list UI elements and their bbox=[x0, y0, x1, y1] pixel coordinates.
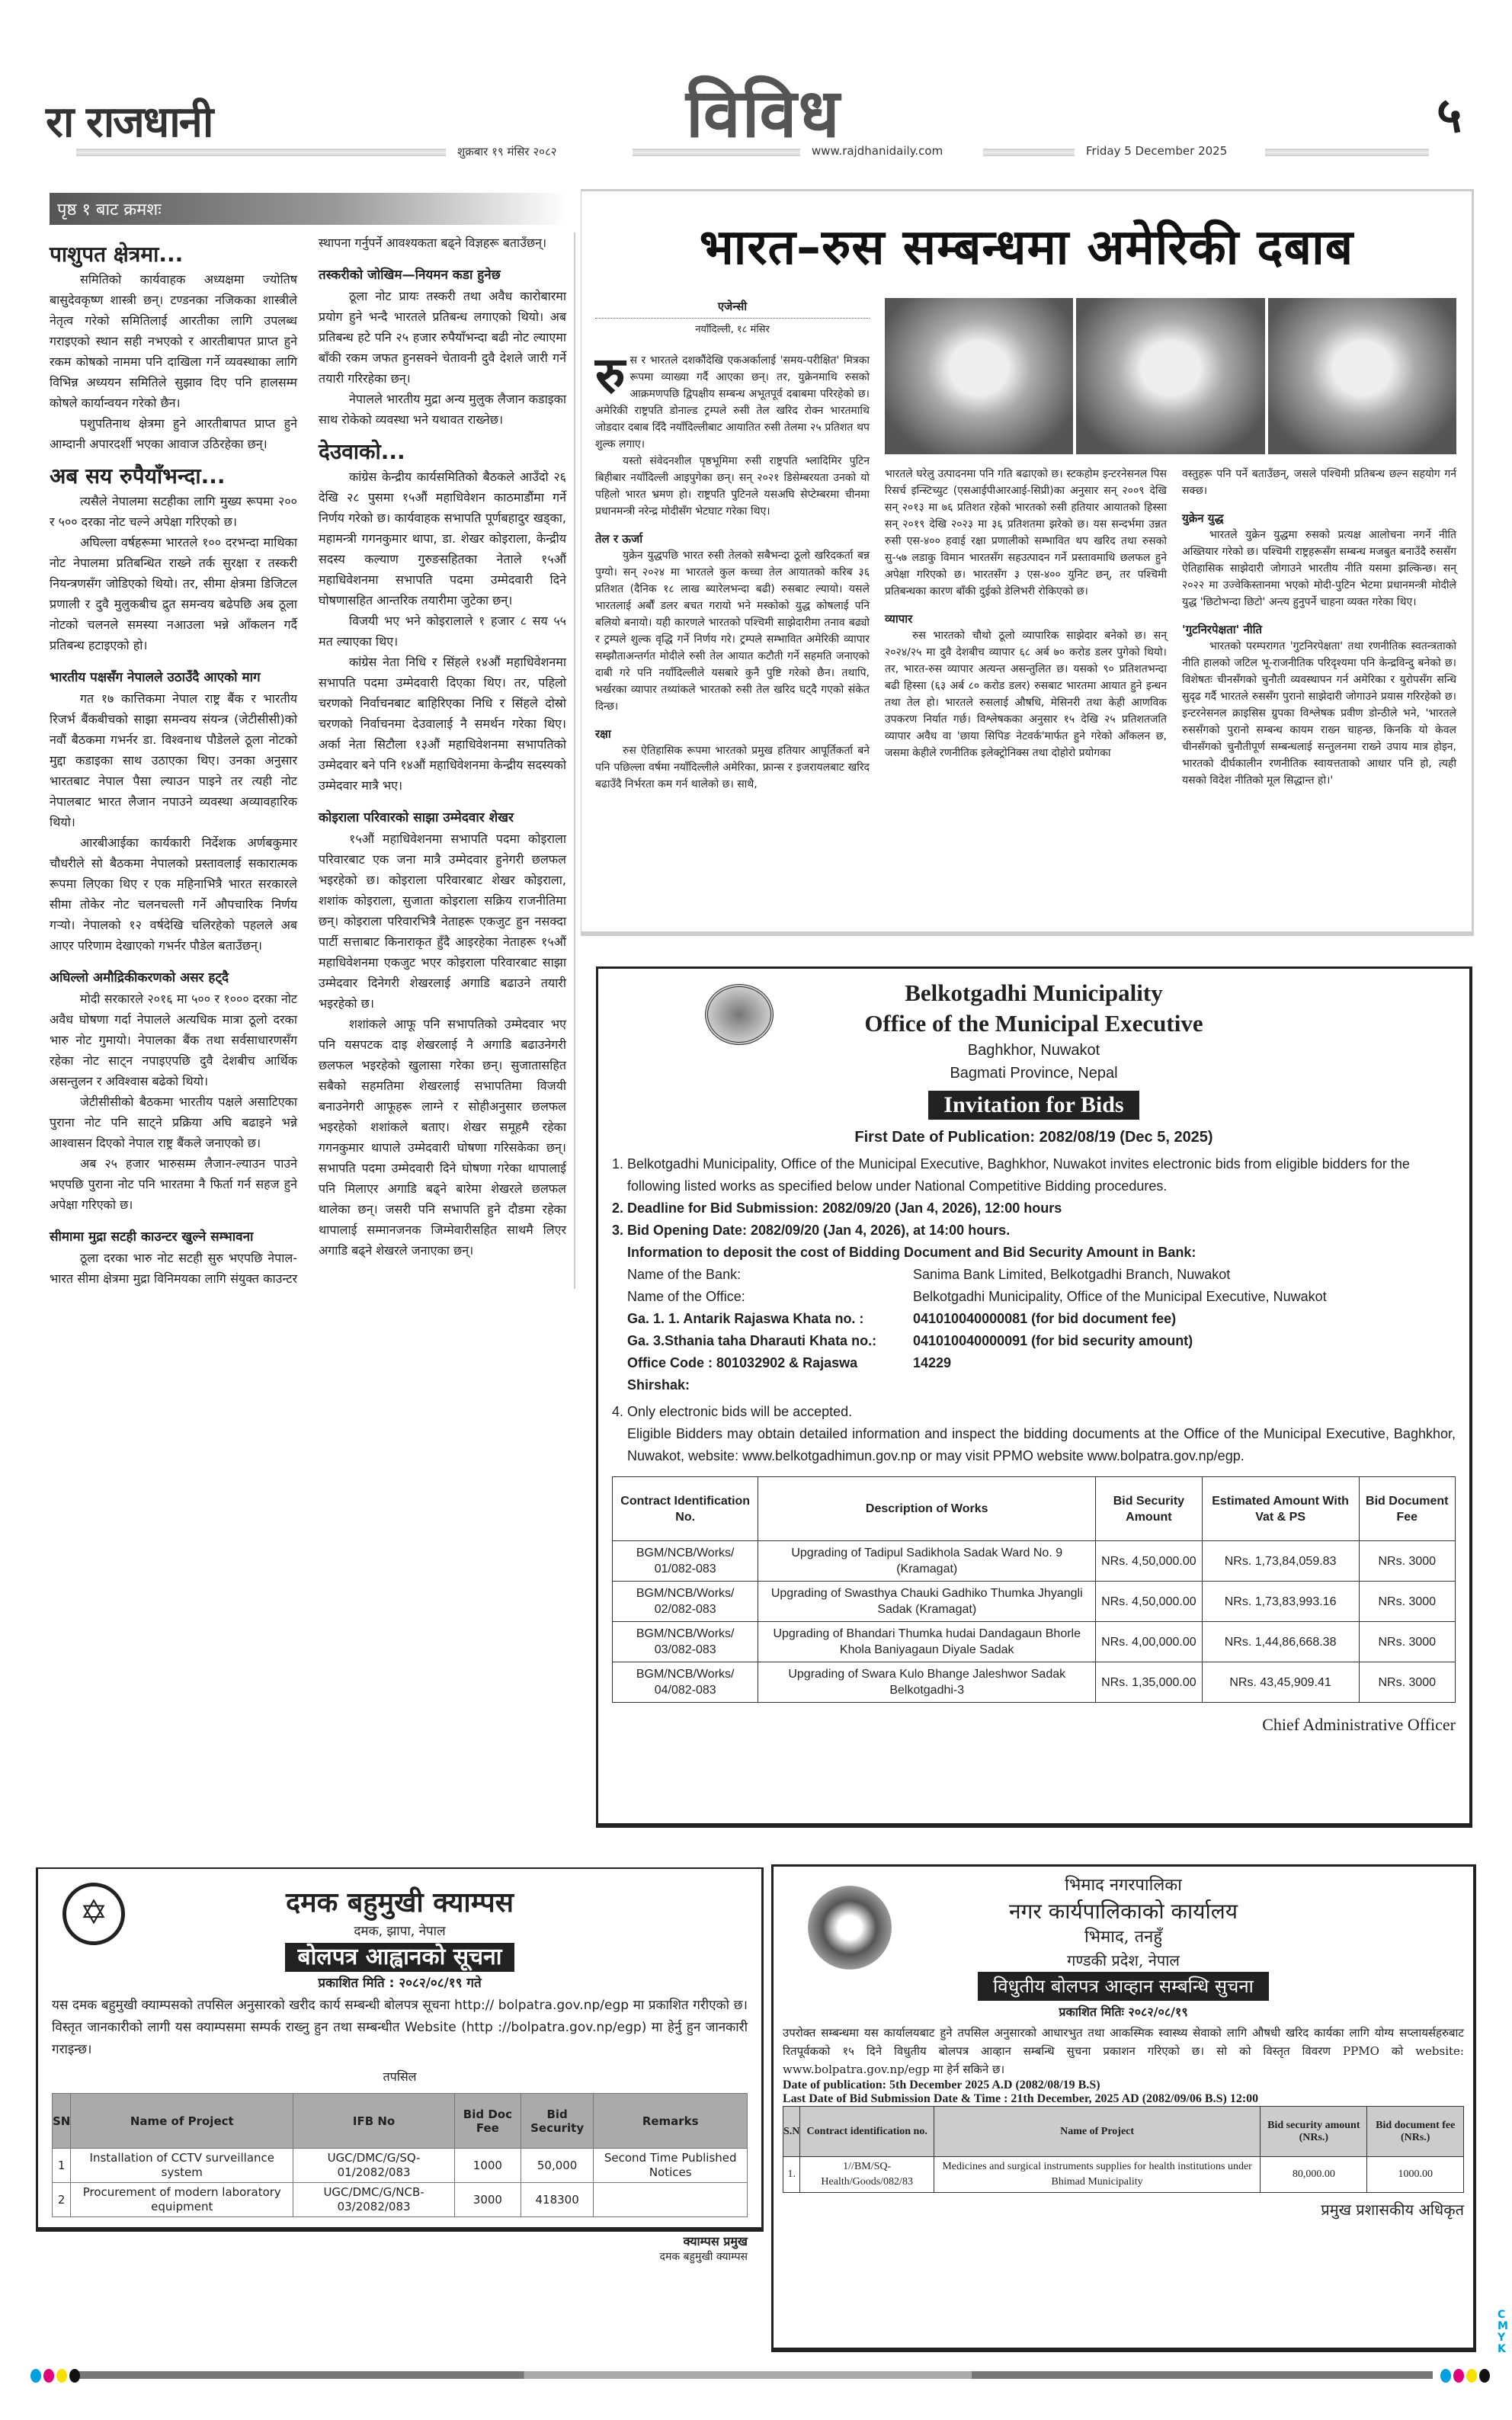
table-row bbox=[613, 1662, 1456, 1703]
paragraph: कांग्रेस नेता निधि र सिंहले १४औं महाधिवेशनमा सभापति पदमा उम्मेदवारी दिएका थिए। तर, पहिलो चरणको निर्वाचनबाट बाहिरिएका निधि र सिंहले दोस्रो चरणको निर्वाचनमा देउवालाई नै समर्थन गरेका थिए। अर्का नेता सिटौला १३औं महाधिवेशनमा सभापतिको उम्मेदवार बने पनि १४औं महाधिवेशनमा केन्द्रीय सदस्यको उम्मेदवार मात्रै भए। bbox=[319, 655, 566, 793]
column-header: Contract Identification No. bbox=[613, 1477, 758, 1541]
paragraph: युक्रेन युद्धपछि भारत रुसी तेलको सबैभन्दा ठूलो खरिदकर्ता बन्न पुग्यो। सन् २०२४ मा भारतले कुल कच्चा तेल आयातको करिब ३६ प्रतिशत (दैनिक १८ लाख ब्यारेलभन्दा बढी) रुसबाट ल्यायो। यसले भारतलाई अर्बौं डलर बचत गरायो भने मस्कोको युद्ध कोषलाई पनि बलियो बनायो। यही कारणले भारतको पश्चिमी साझेदारीमा तनाव बढ्यो र ट्रम्पले शुल्क वृद्धि गर्ने निर्णय गरे। ट्रम्पले सम्भावित अमेरिकी व्यापार सम्झौताअन्तर्गत मोदीले रुसी तेल आयात कटौती गर्ने सहमति जनाएको दाबी गरे पनि नयाँदिल्लीले यसबारे कुनै पुष्टि गरेको छैन। तथापि, भर्खरका व्यापार तथ्यांकले भारतको रुसी तेल खरिद घट्दै गएको संकेत दिन्छ। bbox=[595, 550, 870, 713]
bank-value: Belkotgadhi Municipality, Office of the Municipal Executive, Nuwakot bbox=[913, 1289, 1327, 1304]
subheading: युक्रेन युद्ध bbox=[1182, 511, 1224, 525]
municipality-name: Belkotgadhi Municipality bbox=[905, 979, 1163, 1006]
table-cell: 2 bbox=[53, 2183, 71, 2217]
table-cell: Upgrading of Swara Kulo Bhange Jaleshwor Sadak Belkotgadhi-3 bbox=[758, 1662, 1096, 1703]
column-header: Bid Security bbox=[521, 2094, 594, 2149]
paragraph: समितिको कार्यवाहक अध्यक्षमा ज्योतिष बासुदेवकृष्ण शास्त्री छन्। टण्डनका नजिकका शास्त्रीले नेतृत्व गरेको समितिलाई आरतीका लागि उपलब्ध गराइएको स्थान सही नभएको र आरतीबापत प्राप्त हुने रकम कोषको नाममा पनि दाखिला गर्ने व्यवस्थाका लागि विभिन्न अध्ययन समितिले सुझाव दिए पनि हालसम्म कोषले कार्यान्वयन गरेको छैन। bbox=[50, 272, 297, 410]
article-photos bbox=[885, 298, 1456, 454]
table-cell: Procurement of modern laboratory equipment bbox=[71, 2183, 293, 2217]
bank-details bbox=[627, 1264, 1456, 1396]
table-cell: NRs. 4,00,000.00 bbox=[1096, 1622, 1203, 1662]
continued-from-page-1-bar: पृष्ठ १ बाट क्रमशः bbox=[50, 193, 568, 225]
column-header: Bid Security Amount bbox=[1096, 1477, 1203, 1541]
paragraph: भारतले घरेलु उत्पादनमा पनि गति बढाएको छ। स्टकहोम इन्टरनेसनल पिस रिसर्च इन्स्टिच्युट (एसआईपीआरआई-सिप्री)का अनुसार सन् २००९ देखि सन् २०१३ मा ७६ प्रतिशत रहेको भारतको रुसी हतियार आयातको हिस्सा सन् २०१९ देखि २०२३ मा ३६ प्रतिशतमा झरेको छ। यस सन्दर्भमा उन्नत रुसी एस-४०० हवाई रक्षा प्रणालीको सम्भावित थप खरिद तथा रुसको सु-५७ लडाकु विमान भारतसँग सहउत्पादन गर्ने प्रस्तावमाथि छलफल हुने अपेक्षा गरिएको छ। भारतसँग ३ एस-४०० युनिट छन्, तर पश्चिमी प्रतिबन्धका कारण बाँकी दुईको डेलिभरी रोकिएको छ। bbox=[885, 468, 1167, 598]
photo-modi bbox=[1076, 298, 1264, 454]
table-cell: BGM/NCB/Works/ 03/082-083 bbox=[613, 1622, 758, 1662]
nepal-government-emblem-icon bbox=[808, 1886, 892, 1970]
table-cell: 50,000 bbox=[521, 2149, 594, 2183]
registration-dot bbox=[1479, 2369, 1490, 2383]
publication-date: First Date of Publication: 2082/08/19 (Dec 5, 2025) bbox=[854, 1129, 1213, 1146]
bank-label: Name of the Bank: bbox=[627, 1267, 742, 1282]
table-cell: NRs. 3000 bbox=[1359, 1582, 1455, 1622]
article-headline: भारत–रुस सम्बन्धमा अमेरिकी दबाब bbox=[699, 220, 1354, 276]
subheading: अघिल्लो अमौद्रिकीकरणको असर हट्दै bbox=[50, 970, 229, 986]
signatory: प्रमुख प्रशासकीय अधिकृत bbox=[1321, 2200, 1464, 2219]
table-cell: Second Time Published Notices bbox=[594, 2149, 748, 2183]
nepali-date: शुक्रबार १९ मंसिर २०८२ bbox=[457, 145, 557, 159]
publication-date: प्रकाशित मितिः २०८२/०८/१९ bbox=[1059, 2005, 1188, 2019]
last-submission-date: Last Date of Bid Submission Date & Time : 21th December, 2025 AD (2082/09/06 B.S) 12:00 bbox=[783, 2092, 1259, 2105]
date-of-publication: Date of publication: 5th December 2025 A.D (2082/08/19 B.S) bbox=[783, 2079, 1100, 2091]
bank-label: Ga. 3.Sthania taha Dharauti Khata no.: bbox=[627, 1333, 877, 1348]
table-row bbox=[613, 1541, 1456, 1582]
table-row bbox=[53, 2183, 748, 2217]
footer-rule bbox=[76, 2371, 1433, 2379]
paragraph: १५औं महाधिवेशनमा सभापति पदमा कोइराला परिवारबाट एक जना मात्रै उम्मेदवार हुनेगरी छलफल भइरहेको छ। कोइराला परिवारबाट शेखर कोइराला, शशांक कोइराला, सुजाता कोइराला सक्रिय राजनीतिमा छन्। कोइराला परिवारभित्रै नेताहरू एकजुट हुन नसक्दा पार्टी सत्ताबाट किनाराकृत हुँदै आइरहेका नेताहरू १५औं महाधिवेशनमा एकजुट भएर कोइराला परिवारबाट साझा उम्मेदवार दिनेगरी शेखरलाई अगाडि बढाउने तयारी भइरहेको छ। bbox=[319, 832, 566, 1011]
campus-seal-icon: ✡ bbox=[62, 1883, 125, 1945]
paragraph: रुस भारतको चौथो ठूलो व्यापारिक साझेदार बनेको छ। सन् २०२४/२५ मा दुवै देशबीच व्यापार ६८ अर्ब ७० करोड डलर पुगेको थियो। तर, भारत-रुस व्यापार अत्यन्त असन्तुलित छ। यसको ९० प्रतिशतभन्दा बढी हिस्सा (६३ अर्ब ८० करोड डलर) रुसबाट भारतमा आयात हुने इन्धन तथा तेल हो। भारतले रुसलाई औषधि, मेसिनरी तथा केही आणविक उपकरण निर्यात गर्छ। विश्लेषकका अनुसार १५ देखि २५ प्रतिशतजति व्यापार अवैध वा 'छाया सिपिङ नेटवर्क'मार्फत हुने गरेको आँकलन छ, जसमा केहीले रणनीतिक इलेक्ट्रोनिक्स तथा दोहोरो प्रयोगका bbox=[885, 630, 1167, 759]
column-header: IFB No bbox=[293, 2094, 455, 2149]
story-title: देउवाको... bbox=[319, 439, 405, 464]
notice-item: 1. Belkotgadhi Municipality, Office of the Municipal Executive, Baghkhor, Nuwakot invites electronic bids from eligible bidders for the following listed works as specified below under National Competitive Bidding procedures. bbox=[627, 1153, 1456, 1197]
article-column bbox=[885, 466, 1167, 793]
drop-cap: रु bbox=[595, 346, 626, 405]
subheading: कोइराला परिवारको साझा उम्मेदवार शेखर bbox=[319, 810, 514, 825]
paragraph: रुस ऐतिहासिक रूपमा भारतको प्रमुख हतियार आपूर्तिकर्ता बने पनि पछिल्ला वर्षमा नयाँदिल्लीले अमेरिका, फ्रान्स र इजरायलबाट खरिद बढाउँदै निर्भरता कम गर्न थालेको छ। साथै, bbox=[595, 745, 870, 790]
address: Baghkhor, Nuwakot bbox=[967, 1042, 1100, 1059]
table-cell bbox=[594, 2183, 748, 2217]
table-cell: 3000 bbox=[454, 2183, 521, 2217]
article-column bbox=[1182, 466, 1456, 793]
subheading: रक्षा bbox=[595, 727, 611, 741]
photo-trump bbox=[1268, 298, 1456, 454]
paragraph: यस्तो संवेदनशील पृष्ठभूमिमा रुसी राष्ट्रपति भ्लादिमिर पुटिन बिहीबार नयाँदिल्ली आइपुगेका छन्। सन् २०२१ डिसेम्बरयता उनको यो पहिलो भारत भ्रमण हो। राष्ट्रपति पुटिनले यसअघि सेप्टेम्बरमा चीनमा प्रधानमन्त्री नरेन्द्र मोदीसँग भेटघाट गरेका थिए। bbox=[595, 455, 870, 518]
contract-table bbox=[783, 2106, 1464, 2193]
table-cell: NRs. 43,45,909.41 bbox=[1202, 1662, 1359, 1703]
paragraph: गत १७ कात्तिकमा नेपाल राष्ट्र बैंक र भारतीय रिजर्भ बैंकबीचको साझा समन्वय संयन्त्र (जेटीसीसी)को नवौं बैठकमा गभर्नर डा. विश्वनाथ पौडेलले ठूला नोटको मुद्दा कडाइका साथ उठाएका थिए। उनका अनुसार भारतबाट नेपाल पैसा ल्याउन पाइने तर त्यही नोट नेपालबाट भारत लैजान नपाउने व्यवस्था अव्यावहारिक थियो। bbox=[50, 691, 297, 829]
table-cell: Installation of CCTV surveillance system bbox=[71, 2149, 293, 2183]
table-cell: 1//BM/SQ-Health/Goods/082/83 bbox=[800, 2157, 934, 2193]
belkotgadhi-bid-notice bbox=[596, 966, 1472, 1828]
website-link[interactable]: www.rajdhanidaily.com bbox=[812, 144, 943, 158]
bank-value: 041010040000081 (for bid document fee) bbox=[913, 1311, 1177, 1326]
works-table bbox=[612, 1476, 1456, 1703]
column-header: Bid document fee (NRs.) bbox=[1367, 2107, 1464, 2157]
story-title: अब सय रुपैयाँभन्दा... bbox=[50, 463, 226, 489]
table-cell: NRs. 4,50,000.00 bbox=[1096, 1541, 1203, 1582]
column-header: SN bbox=[53, 2094, 71, 2149]
schedule-label: तपसिल bbox=[383, 2069, 417, 2084]
bank-value: 14229 bbox=[913, 1355, 952, 1370]
paragraph: कांग्रेस केन्द्रीय कार्यसमितिको बैठकले आउँदो २६ देखि २८ पुसमा १५औं महाधिवेशन काठमाडौंमा गर्ने निर्णय गरेको छ। कार्यवाहक सभापति पूर्णबहादुर खड्का, महामन्त्री गगनकुमार थापा, डा. शेखर कोइराला, केन्द्रीय सदस्य कल्याण गुरुङसहितका नेताले १५औं महाधिवेशनमा सभापति पदमा उम्मेदवारी दिने घोषणासहित आन्तरिक तयारीमा जुटेका छन्। bbox=[319, 470, 566, 607]
table-cell: UGC/DMC/G/SQ-01/2082/083 bbox=[293, 2149, 455, 2183]
publication-date: प्रकाशित मिति : २०८२/०८/१९ गते bbox=[318, 1976, 482, 1991]
column-header: Estimated Amount With Vat & PS bbox=[1202, 1477, 1359, 1541]
notice-item: 4. Only electronic bids will be accepted. bbox=[627, 1401, 1456, 1423]
column-header: Description of Works bbox=[758, 1477, 1096, 1541]
paragraph: नेपालले भारतीय मुद्रा अन्य मुलुक लैजान कडाइका साथ रोकेको व्यवस्था भने यथावत राख्नेछ। bbox=[319, 392, 566, 427]
table-cell: NRs. 4,50,000.00 bbox=[1096, 1582, 1203, 1622]
bank-label: Name of the Office: bbox=[627, 1289, 745, 1304]
paragraph: ठूला नोट प्रायः तस्करी तथा अवैध कारोबारमा प्रयोग हुने भन्दै भारतले प्रतिबन्ध लगाएको थियो। अब प्रतिबन्ध हटे पनि २५ हजार रुपैयाँभन्दा बढी नोट ल्याएमा बाँकी रकम जफत हुनसक्ने चेतावनी दुवै देशले जारी गर्ने तयारी गरिरहेका छन्। bbox=[319, 289, 566, 386]
article-column bbox=[595, 298, 870, 793]
table-cell: Upgrading of Bhandari Thumka hudai Dandagaun Bhorle Khola Baniyagaun Diyale Sadak bbox=[758, 1622, 1096, 1662]
table-cell: BGM/NCB/Works/ 02/082-083 bbox=[613, 1582, 758, 1622]
table-cell: Upgrading of Tadipul Sadikhola Sadak Ward No. 9 (Kramagat) bbox=[758, 1541, 1096, 1582]
registration-dot bbox=[69, 2369, 80, 2383]
paragraph: भारतको परम्परागत 'गुटनिरपेक्षता' तथा रणनीतिक स्वतन्त्रताको नीति हालको जटिल भू-राजनीतिक परिदृश्यमा पनि केन्द्रविन्दु बनेको छ। विशेषतः चीनसँगको चुनौती व्यवस्थापन गर्न अमेरिका र युरोपसँग सन्धि सुदृढ गर्दै भारतले रुससँग पुरानो साझेदारी जोगाउने प्रयास गरिरहेको छ। इन्टरनेसनल क्राइसिस ग्रुपका विश्लेषक प्रवीण डोन्ठीले भने, 'भारतले रुससँगको पुरानो सम्बन्ध कायम राख्न चाहन्छ, किनकि यो केवल चीनसँगको चुनौतीपूर्ण सम्बन्धलाई सन्तुलनमा राख्ने उपाय मात्र होइन, भारतको दीर्घकालीन रणनीतिक स्वायत्तताको आधार पनि हो, त्यही यसको विदेश नीतिको मूल सिद्धान्त हो।' bbox=[1182, 640, 1456, 787]
paragraph: त्यसैले नेपालमा सटहीका लागि मुख्य रूपमा २०० र ५०० दरका नोट चल्ने अपेक्षा गरिएको छ। bbox=[50, 494, 297, 529]
table-cell: BGM/NCB/Works/ 01/082-083 bbox=[613, 1541, 758, 1582]
table-row bbox=[613, 1582, 1456, 1622]
signatory-title: क्याम्पस प्रमुख bbox=[683, 2234, 748, 2249]
campus-name: दमक बहुमुखी क्याम्पस bbox=[285, 1887, 514, 1918]
bank-value: 041010040000091 (for bid security amount) bbox=[913, 1333, 1193, 1348]
table-cell: BGM/NCB/Works/ 04/082-083 bbox=[613, 1662, 758, 1703]
column-header: Bid security amount (NRs.) bbox=[1261, 2107, 1367, 2157]
column-header: Name of Project bbox=[934, 2107, 1260, 2157]
english-date: Friday 5 December 2025 bbox=[1086, 144, 1228, 158]
notice-item: 3. Bid Opening Date: 2082/09/20 (Jan 4, 2026), at 14:00 hours. bbox=[627, 1220, 1456, 1242]
paragraph: ठूला दरका भारु नोट सटही सुरु भएपछि नेपाल-भारत सीमा क्षेत्रमा मुद्रा विनिमयका लागि संयुक्त काउन्टर स्थापना गर्नुपर्ने आवश्यकता बढ्ने विज्ञहरू बताउँछन्। bbox=[50, 236, 547, 1286]
registration-dot bbox=[43, 2369, 54, 2383]
table-cell: NRs. 1,73,84,059.83 bbox=[1202, 1541, 1359, 1582]
signatory: Chief Administrative Officer bbox=[1262, 1715, 1456, 1734]
address: भिमाद, तनहुँ bbox=[1084, 1928, 1163, 1947]
table-cell: NRs. 1,73,83,993.16 bbox=[1202, 1582, 1359, 1622]
table-cell: 1 bbox=[53, 2149, 71, 2183]
paragraph: भारतले युक्रेन युद्धमा रुसको प्रत्यक्ष आलोचना नगर्ने नीति अख्तियार गरेको छ। पश्चिमी राष्ट्रहरूसँग सम्बन्ध मजबुत बनाउँदै रुससँग ऐतिहासिक साझेदारी जोगाउने भारतीय नीति यसमा झल्किन्छ। सन् २०२२ मा उज्वेकिस्तानमा भएको मोदी-पुटिन भेटमा प्रधानमन्त्री मोदीले युद्ध 'छिटोभन्दा छिटो' अन्त्य हुनुपर्ने चाहना व्यक्त गरेका थिए। bbox=[1182, 529, 1456, 608]
table-row bbox=[53, 2149, 748, 2183]
paragraph: शशांकले आफू पनि सभापतिको उम्मेदवार भए पनि यसपटक दाइ शेखरलाई नै अगाडि बढाउनेगरी छलफल भइरहेको खुलासा गरेका छन्। सुजातासहित सबैको सहमतिमा शेखरलाई सभापतिमा विजयी बनाउनेगरी आफूहरू लाग्ने र सोहीअनुसार छलफल भइरहेको शशांकले बताए। शेखर समूहमै रहेका गगनकुमार थापाले उम्मेदवारी घोषणा गरिसकेका छन्। सभापति पदमा उम्मेदवारी दिने घोषणा गरेका थापालाई पनि मिलाएर अगाडि बढ्ने बारेमा शेखरले छलफल थालेका छन्। जसरी पनि सभापति हुने दौडमा रहेका थापालाई सम्मानजनक जिम्मेवारीसहित साथमै लिएर अगाडि बढ्ने शेखरले जनाएका छन्। bbox=[319, 1017, 566, 1258]
subheading: व्यापार bbox=[885, 612, 913, 626]
photo-putin bbox=[885, 298, 1073, 454]
column-header: Name of Project bbox=[71, 2094, 293, 2149]
bank-label: Ga. 1. 1. Antarik Rajaswa Khata no. : bbox=[627, 1311, 864, 1326]
masthead-rule bbox=[983, 149, 1075, 156]
story-title: पाशुपत क्षेत्रमा... bbox=[50, 242, 184, 267]
paragraph: जेटीसीसीको बैठकमा भारतीय पक्षले असाटिएका पुराना नोट पनि साट्ने प्रक्रिया अघि बढाइने भन्ने आश्वासन दिएको नेपाल राष्ट्र बैंकले जनाएको छ। bbox=[50, 1095, 297, 1150]
newspaper-logo: रा राजधानी bbox=[46, 97, 213, 147]
table-cell: 80,000.00 bbox=[1261, 2157, 1367, 2193]
bank-value: Sanima Bank Limited, Belkotgadhi Branch, Nuwakot bbox=[913, 1267, 1231, 1282]
column-header: Remarks bbox=[594, 2094, 748, 2149]
address: दमक, झापा, नेपाल bbox=[354, 1924, 446, 1939]
table-cell: NRs. 1,44,86,668.38 bbox=[1202, 1622, 1359, 1662]
registration-dot bbox=[1453, 2369, 1464, 2383]
bank-info-title: Information to deposit the cost of Bidding Document and Bid Security Amount in Bank: bbox=[627, 1245, 1196, 1260]
registration-dot bbox=[30, 2369, 41, 2383]
section-title: विविध bbox=[686, 74, 841, 152]
dateline: नयाँदिल्ली, १८ मंसिर bbox=[695, 324, 770, 335]
table-cell: 1000 bbox=[454, 2149, 521, 2183]
subheading: तस्करीको जोखिम—नियमन कडा हुनेछ bbox=[319, 268, 501, 283]
projects-table bbox=[52, 2093, 748, 2217]
masthead-rule bbox=[1265, 149, 1429, 156]
table-cell: Upgrading of Swasthya Chauki Gadhiko Thumka Jhyangli Sadak (Kramagat) bbox=[758, 1582, 1096, 1622]
signatory-org: दमक बहुमुखी क्याम्पस bbox=[659, 2251, 748, 2263]
table-cell: NRs. 3000 bbox=[1359, 1541, 1455, 1582]
paragraph: वस्तुहरू पनि पर्ने बताउँछन्, जसले पश्चिमी प्रतिबन्ध छल्न सहयोग गर्न सक्छ। bbox=[1182, 468, 1456, 497]
bhimad-bid-notice bbox=[771, 1864, 1476, 2352]
table-row bbox=[613, 1622, 1456, 1662]
column-header: S.N bbox=[783, 2107, 800, 2157]
subheading: 'गुटनिरपेक्षता' नीति bbox=[1182, 623, 1263, 636]
table-cell: 1000.00 bbox=[1367, 2157, 1464, 2193]
notice-body: उपरोक्त सम्बन्धमा यस कार्यालयबाट हुने तपसिल अनुसारको आधारभुत तथा आकस्मिक स्वास्थ्य सेवाको लागि औषधी खरिद कार्यका लागि योग्य सप्लायर्सहरुबाट रितपूर्वकको १५ दिने विधुतीय बोलपत्र आव्हान सम्बन्धि सुचना प्रकाशन गरिएको छ। सो को विस्तृत विवरण PPMO को website: www.bolpatra.gov.np/egp मा हेर्न सकिने छ। bbox=[783, 2026, 1464, 2076]
damak-campus-bid-notice bbox=[36, 1867, 764, 2263]
table-row bbox=[783, 2157, 1464, 2193]
address: गण्डकी प्रदेश, नेपाल bbox=[1067, 1951, 1180, 1970]
subheading: तेल र ऊर्जा bbox=[595, 532, 643, 546]
main-article bbox=[581, 189, 1474, 936]
continued-stories bbox=[50, 232, 575, 1289]
notice-item: 2. Deadline for Bid Submission: 2082/09/20 (Jan 4, 2026), 12:00 hours bbox=[627, 1197, 1456, 1220]
notice-title: Invitation for Bids bbox=[928, 1091, 1139, 1120]
page-number: ५ bbox=[1437, 88, 1462, 144]
paragraph: पशुपतिनाथ क्षेत्रमा हुने आरतीबापत प्राप्त हुने आम्दानी अपारदर्शी भएका आवाज उठिरहेका छन्। bbox=[50, 416, 297, 451]
paragraph: अघिल्ला वर्षहरूमा भारतले १०० दरभन्दा माथिका नोट नेपालमा प्रतिबन्धित राख्ने तर्क सुरक्षा र तस्करी नियन्त्रणसँग जोडिएको थियो। तर, सीमा क्षेत्रमा डिजिटल प्रणाली र दुवै मुलुकबीच द्रुत समन्वय बढेपछि अब ठूला नोटको चलनले समस्या नआउला भन्ने आँकलन गर्दै प्रतिबन्ध हटाइएको हो। bbox=[50, 535, 297, 652]
bank-label: Office Code : 801032902 & Rajaswa Shirshak: bbox=[627, 1355, 858, 1393]
table-cell: NRs. 3000 bbox=[1359, 1622, 1455, 1662]
table-cell: UGC/DMC/G/NCB-03/2082/083 bbox=[293, 2183, 455, 2217]
column-header: Bid Doc Fee bbox=[454, 2094, 521, 2149]
paragraph: अब २५ हजार भारुसम्म लैजान-ल्याउन पाउने भएपछि पुराना नोट पनि भारतमा नै फिर्ता गर्न सहज हुने अपेक्षा गरिएको छ। bbox=[50, 1156, 297, 1212]
subheading: भारतीय पक्षसँग नेपालले उठाउँदै आएको माग bbox=[50, 670, 261, 685]
office-name: नगर कार्यपालिकाको कार्यालय bbox=[1009, 1899, 1238, 1924]
masthead-rule bbox=[76, 149, 446, 156]
lead-paragraph: स र भारतले दशकौंदेखि एकअर्कालाई 'समय-परीक्षित' मित्रका रूपमा व्याख्या गर्दै आएका छन्। तर, युक्रेनमाथि रुसको आक्रमणपछि द्विपक्षीय सम्बन्ध अभूतपूर्व दबाबमा परिरहेको छ। अमेरिकी राष्ट्रपति डोनाल्ड ट्रम्पले रुसी तेल खरिद रोक्न भारतमाथि जोडदार दबाब दिँदै नयाँदिल्लीबाट आयातित रुसी तेलमा २५ प्रतिशत थप शुल्क लगाए। bbox=[595, 354, 870, 450]
registration-dot bbox=[1466, 2369, 1477, 2383]
office-name: Office of the Municipal Executive bbox=[864, 1010, 1203, 1037]
municipality-name: भिमाद नगरपालिका bbox=[1065, 1876, 1182, 1895]
nepal-government-emblem-icon bbox=[705, 984, 774, 1045]
table-cell: NRs. 1,35,000.00 bbox=[1096, 1662, 1203, 1703]
column-header: Contract identification no. bbox=[800, 2107, 934, 2157]
paragraph: विजयी भए भने कोइरालाले १ हजार ८ सय ५५ मत ल्याएका थिए। bbox=[319, 614, 566, 649]
registration-dot bbox=[56, 2369, 67, 2383]
paragraph: मोदी सरकारले २०१६ मा ५०० र १००० दरका नोट अवैध घोषणा गर्दा नेपालले अत्यधिक मात्रा ठूलो दरका भारु नोट गुमायो। नेपालका बैंक तथा सर्वसाधारणसँग रहेका नोट साट्न नपाइएपछि दुवै देशबीच आर्थिक असन्तुलन र अविश्वास बढेको थियो। bbox=[50, 992, 297, 1088]
subheading: सीमामा मुद्रा सटही काउन्टर खुल्ने सम्भावना bbox=[50, 1229, 254, 1245]
table-cell: Medicines and surgical instruments supplies for health institutions under Bhimad Municipality bbox=[934, 2157, 1260, 2193]
table-cell: NRs. 3000 bbox=[1359, 1662, 1455, 1703]
notice-title: विधुतीय बोलपत्र आव्हान सम्बन्धि सुचना bbox=[978, 1972, 1269, 2001]
column-header: Bid Document Fee bbox=[1359, 1477, 1455, 1541]
address: Bagmati Province, Nepal bbox=[950, 1065, 1118, 1082]
registration-dot bbox=[1440, 2369, 1451, 2383]
paragraph: आरबीआईका कार्यकारी निर्देशक अर्णबकुमार चौधरीले सो बैठकमा नेपालको प्रस्तावलाई सकारात्मक रूपमा लिएका थिए र एक महिनाभित्रै भारत सरकारले सीमा तोकेर नोट चलनचल्ती गर्ने औपचारिक निर्णय गर्‍यो। नेपालको १२ वर्षदेखि चलिरहेको पहलले अब आएर परिणाम देखाएको गभर्नर पौडेल बताउँछन्। bbox=[50, 835, 297, 953]
table-cell: 418300 bbox=[521, 2183, 594, 2217]
notice-title: बोलपत्र आह्वानको सूचना bbox=[285, 1943, 514, 1972]
byline: एजेन्सी bbox=[595, 298, 870, 319]
cmyk-mark: CMYK bbox=[1498, 2309, 1508, 2355]
table-cell: 1. bbox=[783, 2157, 800, 2193]
eligibility-text: Eligible Bidders may obtain detailed information and inspect the bidding documents at the Office of the Municipal Executive, Baghkhor, Nuwakot, website: www.belkotgadhimun.gov.np or may visit PPMO website www.bolpatra.gov.np/egp. bbox=[627, 1426, 1456, 1463]
notice-body: यस दमक बहुमुखी क्याम्पसको तपसिल अनुसारको खरीद कार्य सम्बन्धी बोलपत्र सूचना http:// bolpatra.gov.np/egp मा प्रकाशित गरीएको छ। विस्तृत जानकारीको लागी यस क्याम्पसमा सम्पर्क राख्नु हुन तथा सम्बन्धीत Website (http ://bolpatra.gov.np/egp) मा हेर्नु हुन जानकारी गराइन्छ। bbox=[52, 1998, 748, 2057]
